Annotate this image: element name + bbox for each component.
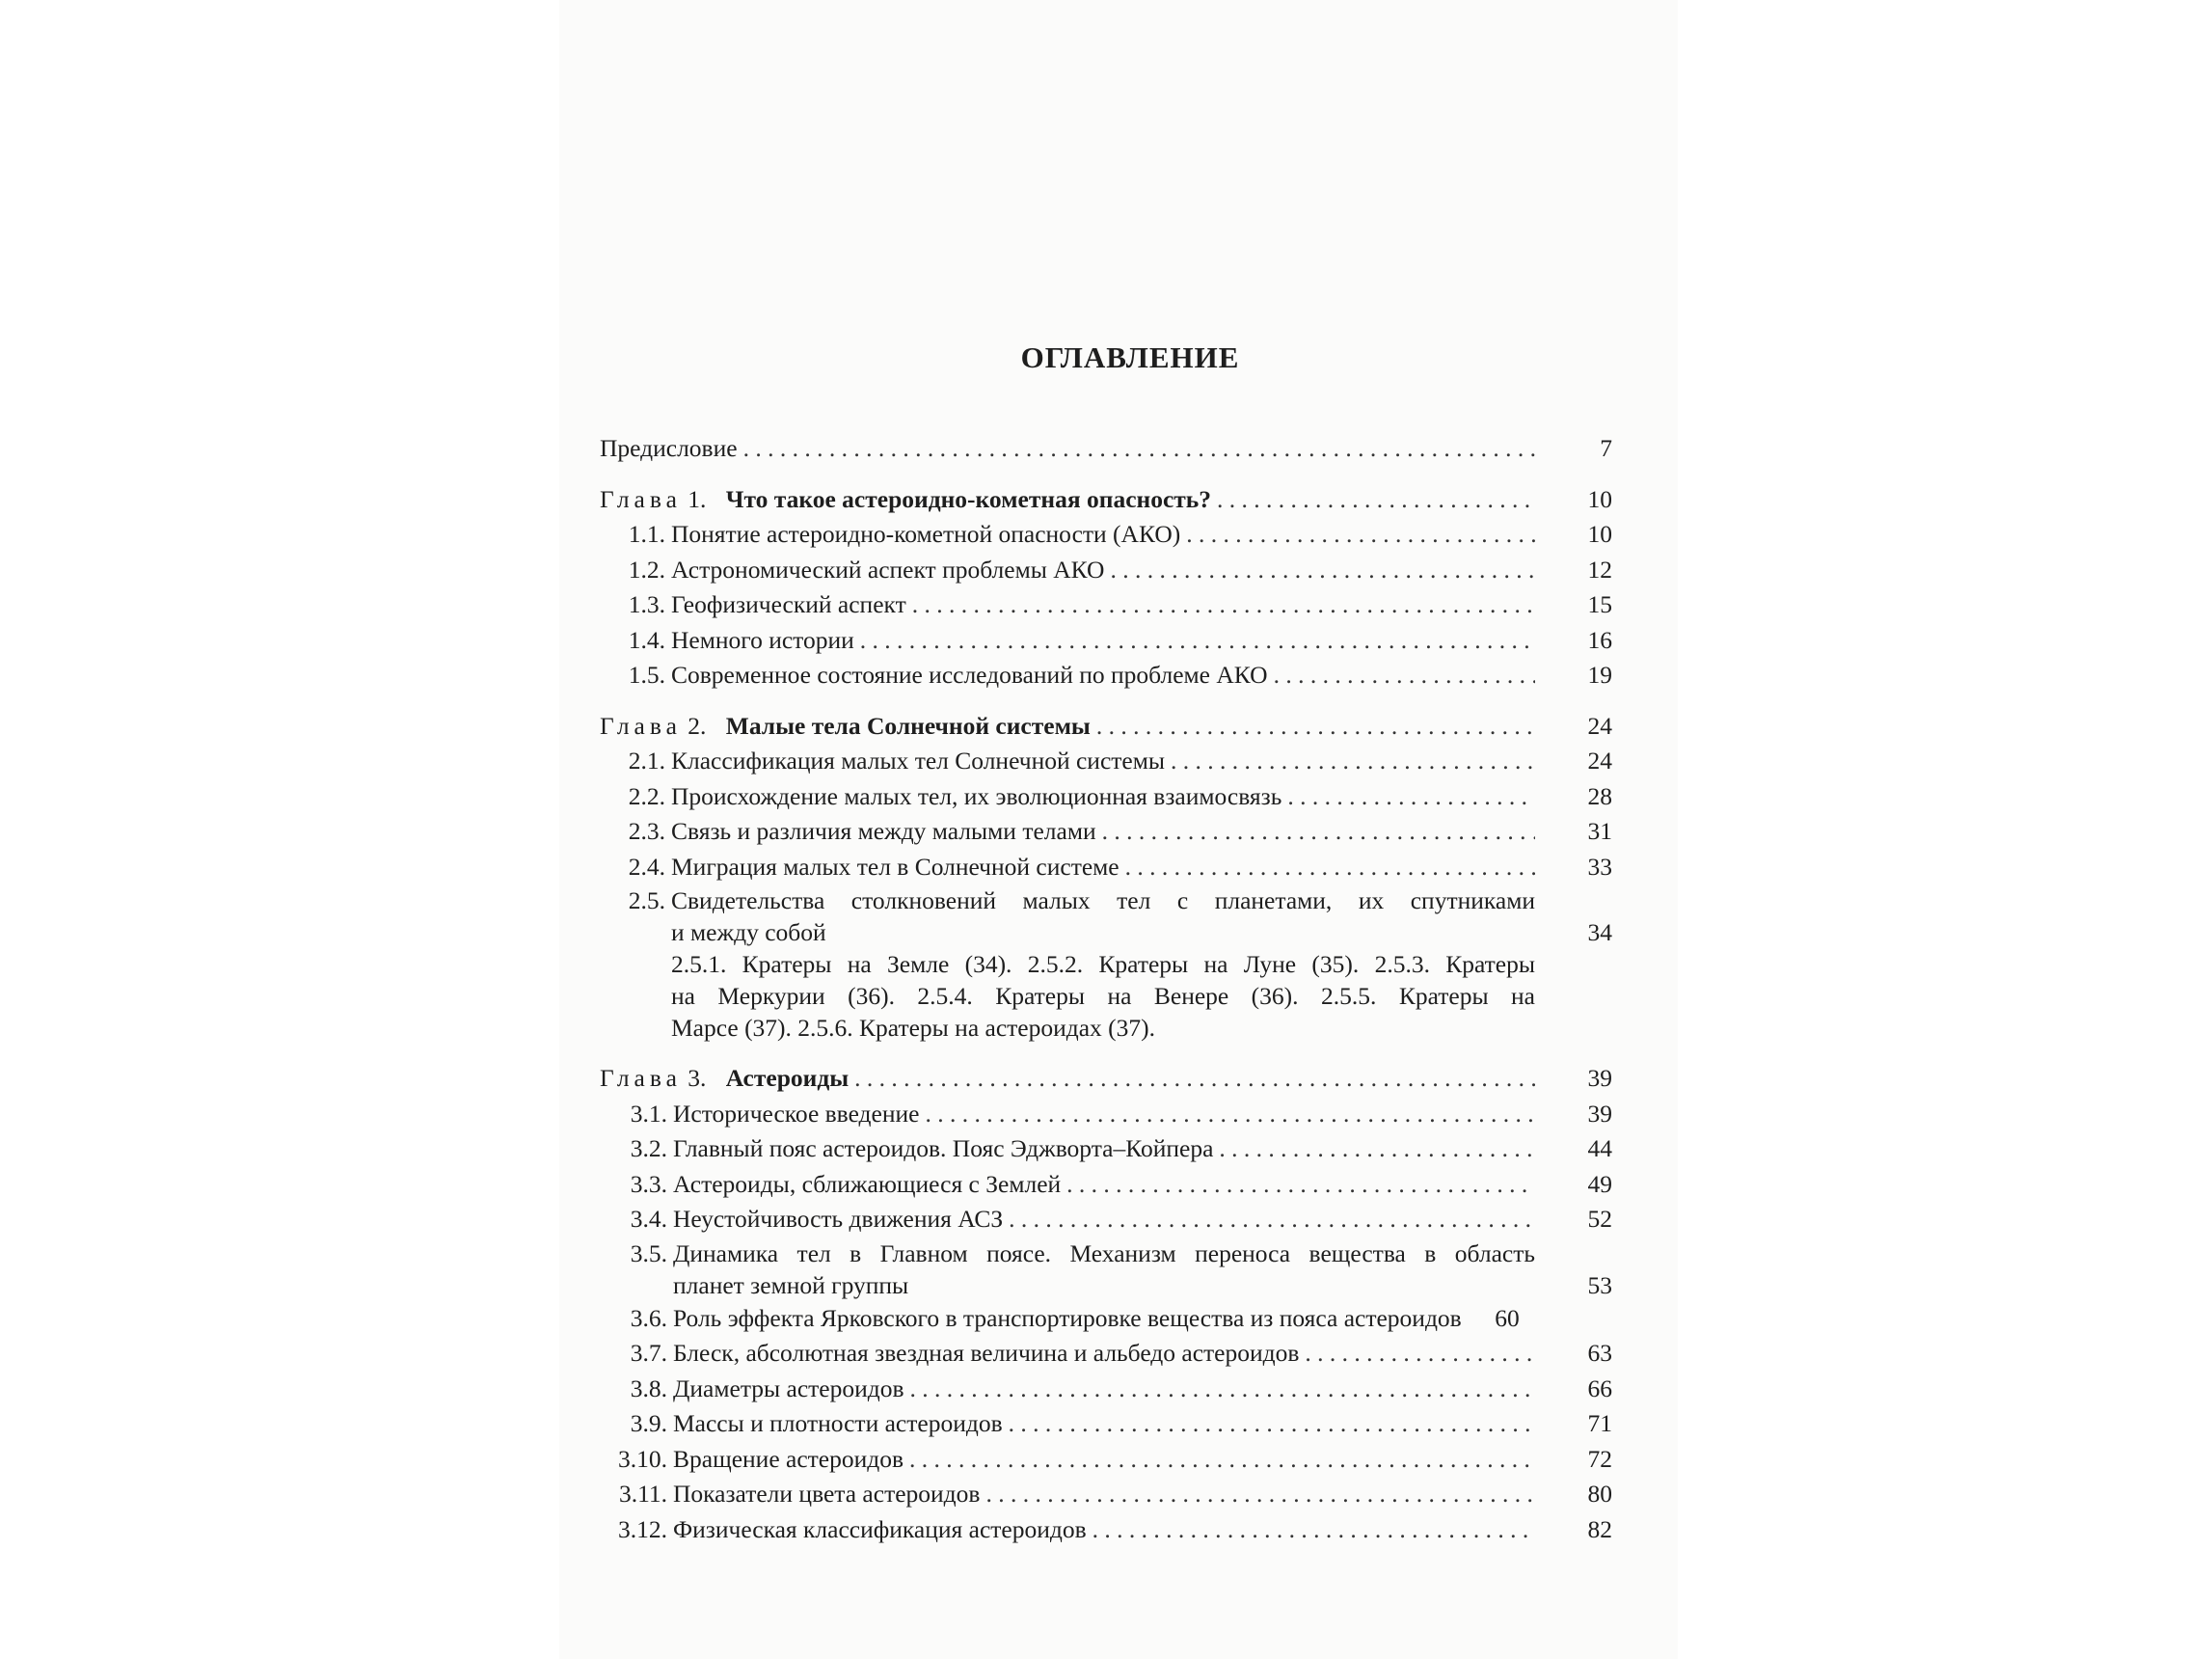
dot-leader xyxy=(743,431,1535,467)
entry-number: 3.6. xyxy=(630,1303,667,1332)
entry-page: 80 xyxy=(1587,1480,1612,1508)
entry-label-line: планет земной группы xyxy=(673,1270,909,1299)
entry-label: Геофизический аспект xyxy=(671,590,906,618)
entry-number: 3.9. xyxy=(630,1409,667,1437)
entry-label: Современное состояние исследований по проблеме АКО xyxy=(671,661,1268,689)
entry-page: 66 xyxy=(1587,1373,1612,1402)
toc-entry xyxy=(600,850,1612,885)
dot-leader xyxy=(1009,1406,1535,1442)
toc-entry xyxy=(600,744,1612,779)
entry-page: 10 xyxy=(1587,484,1612,513)
toc-entry xyxy=(600,658,1612,694)
toc-entry-multiline xyxy=(600,1237,1612,1301)
entry-label: Астероиды, сближающиеся с Землей xyxy=(673,1169,1062,1198)
dot-leader xyxy=(854,1061,1535,1097)
toc-chapter-3 xyxy=(600,1061,1612,1097)
entry-number: 3.12. xyxy=(618,1514,667,1543)
entry-page: 44 xyxy=(1587,1134,1612,1162)
dot-leader xyxy=(1217,482,1535,518)
entry-number: 1.1. xyxy=(628,520,665,548)
entry-number: 3.8. xyxy=(630,1373,667,1402)
entry-label-line: Свидетельства столкновений малых тел с планетами, их спутниками xyxy=(671,886,1535,914)
dot-leader xyxy=(985,1477,1535,1512)
entry-label: Физическая классификация астероидов xyxy=(673,1514,1087,1543)
entry-page: 60 xyxy=(1495,1303,1520,1332)
entry-page: 71 xyxy=(1587,1409,1612,1437)
entry-label: Предисловие xyxy=(600,434,738,462)
entry-page: 82 xyxy=(1587,1514,1612,1543)
entry-page: 39 xyxy=(1587,1064,1612,1092)
dot-leader xyxy=(1171,744,1535,779)
entry-label: Происхождение малых тел, их эволюционная взаимосвязь xyxy=(671,781,1282,810)
entry-label-line: и между собой xyxy=(671,918,826,946)
dot-leader xyxy=(860,623,1535,659)
chapter-word: Глава xyxy=(600,711,682,740)
entry-page: 49 xyxy=(1587,1169,1612,1198)
entry-label: Блеск, абсолютная звездная величина и альбедо астероидов xyxy=(673,1339,1300,1367)
entry-label: Классификация малых тел Солнечной системы xyxy=(671,747,1166,775)
dot-leader xyxy=(1102,814,1535,850)
entry-label: Историческое введение xyxy=(673,1099,920,1128)
entry-number: 2.5. xyxy=(628,886,665,914)
dot-leader xyxy=(1219,1131,1535,1167)
dot-leader xyxy=(1125,850,1535,885)
entry-page: 33 xyxy=(1587,852,1612,881)
entry-label: Вращение астероидов xyxy=(673,1444,904,1473)
entry-number: 3.10. xyxy=(618,1444,667,1473)
entry-page: 24 xyxy=(1587,747,1612,775)
entry-page: 16 xyxy=(1587,625,1612,654)
entry-label: Главный пояс астероидов. Пояс Эджворта–Койпера xyxy=(673,1134,1214,1162)
toc-entry xyxy=(600,1131,1612,1167)
chapter-number: 2. xyxy=(688,711,707,740)
entry-label-line: Динамика тел в Главном поясе. Механизм переноса вещества в область xyxy=(673,1238,1535,1267)
toc-entry xyxy=(600,623,1612,659)
entry-number: 1.3. xyxy=(628,590,665,618)
toc-entry xyxy=(600,1167,1612,1203)
toc-entry xyxy=(600,1336,1612,1372)
entry-number: 3.11. xyxy=(618,1480,667,1508)
dot-leader xyxy=(1093,1512,1535,1548)
entry-number: 1.4. xyxy=(628,625,665,654)
dot-leader xyxy=(912,587,1535,623)
chapter-word: Глава xyxy=(600,1064,682,1092)
dot-leader xyxy=(1110,553,1535,588)
entry-label: Роль эффекта Ярковского в транспортировке вещества из пояса астероидов xyxy=(673,1303,1462,1332)
toc-entry xyxy=(600,1406,1612,1442)
toc-entry xyxy=(600,814,1612,850)
entry-label: Массы и плотности астероидов xyxy=(673,1409,1003,1437)
toc-entry xyxy=(600,1097,1612,1132)
entry-number: 3.5. xyxy=(630,1238,667,1267)
toc-entry xyxy=(600,1202,1612,1237)
entry-number: 1.2. xyxy=(628,555,665,584)
toc-chapter-2 xyxy=(600,709,1612,745)
chapter-title: Что такое астероидно-кометная опасность? xyxy=(725,484,1212,513)
entry-label: Неустойчивость движения АСЗ xyxy=(673,1205,1004,1233)
entry-label: Показатели цвета астероидов xyxy=(673,1480,981,1508)
entry-number: 2.3. xyxy=(628,817,665,845)
entry-page: 24 xyxy=(1587,711,1612,740)
entry-number: 2.2. xyxy=(628,781,665,810)
entry-page: 28 xyxy=(1587,781,1612,810)
dot-leader xyxy=(1096,709,1535,745)
entry-number: 3.3. xyxy=(630,1169,667,1198)
entry-number: 3.7. xyxy=(630,1339,667,1367)
dot-leader xyxy=(909,1442,1535,1478)
toc-entry xyxy=(600,1442,1612,1478)
toc-entry xyxy=(600,1477,1612,1512)
entry-label: Диаметры астероидов xyxy=(673,1373,904,1402)
toc-entry xyxy=(600,553,1612,588)
entry-page: 31 xyxy=(1587,817,1612,845)
dot-leader xyxy=(910,1372,1535,1407)
chapter-title: Астероиды xyxy=(725,1064,850,1092)
entry-page: 7 xyxy=(1600,434,1612,462)
entry-number: 3.4. xyxy=(630,1205,667,1233)
subsection-list xyxy=(600,948,1612,1044)
entry-label: Связь и различия между малыми телами xyxy=(671,817,1096,845)
entry-label: Астрономический аспект проблемы АКО xyxy=(671,555,1105,584)
entry-page: 72 xyxy=(1587,1444,1612,1473)
entry-number: 3.1. xyxy=(630,1099,667,1128)
entry-number: 1.5. xyxy=(628,661,665,689)
entry-page: 63 xyxy=(1587,1339,1612,1367)
chapter-word: Глава xyxy=(600,484,682,513)
chapter-number: 3. xyxy=(688,1064,707,1092)
dot-leader xyxy=(1287,779,1535,815)
toc-entry xyxy=(600,587,1612,623)
toc-entry xyxy=(600,1301,1612,1337)
dot-leader xyxy=(1274,658,1535,694)
entry-page: 52 xyxy=(1587,1205,1612,1233)
toc-chapter-1 xyxy=(600,482,1612,518)
entry-page: 15 xyxy=(1587,590,1612,618)
chapter-number: 1. xyxy=(688,484,707,513)
dot-leader xyxy=(1305,1336,1535,1372)
dot-leader xyxy=(1186,517,1535,553)
entry-number: 3.2. xyxy=(630,1134,667,1162)
table-of-contents xyxy=(600,340,1612,1547)
entry-page: 19 xyxy=(1587,661,1612,689)
page-title: ОГЛАВЛЕНИЕ xyxy=(1020,340,1240,374)
entry-page: 53 xyxy=(1587,1270,1612,1299)
toc-entry xyxy=(600,517,1612,553)
toc-entry xyxy=(600,1512,1612,1548)
toc-entry xyxy=(600,1372,1612,1407)
dot-leader xyxy=(925,1097,1535,1132)
toc-entry-preface xyxy=(600,431,1612,467)
entry-page: 10 xyxy=(1587,520,1612,548)
entry-page: 34 xyxy=(1587,918,1612,946)
subsection-line: 2.5.1. Кратеры на Земле (34). 2.5.2. Кратеры на Луне (35). 2.5.3. Кратеры xyxy=(671,950,1535,978)
subsection-line: Марсе (37). 2.5.6. Кратеры на астероидах (37). xyxy=(671,1014,1156,1042)
chapter-title: Малые тела Солнечной системы xyxy=(725,711,1091,740)
entry-page: 39 xyxy=(1587,1099,1612,1128)
entry-label: Понятие астероидно-кометной опасности (АКО) xyxy=(671,520,1181,548)
dot-leader xyxy=(1066,1167,1535,1203)
dot-leader xyxy=(1009,1202,1535,1237)
subsection-line: на Меркурии (36). 2.5.4. Кратеры на Венере (36). 2.5.5. Кратеры на xyxy=(671,982,1535,1010)
entry-label: Немного истории xyxy=(671,625,854,654)
entry-number: 2.4. xyxy=(628,852,665,881)
entry-label: Миграция малых тел в Солнечной системе xyxy=(671,852,1119,881)
entry-page: 12 xyxy=(1587,555,1612,584)
toc-entry xyxy=(600,779,1612,815)
entry-number: 2.1. xyxy=(628,747,665,775)
toc-entry-multiline xyxy=(600,884,1612,948)
